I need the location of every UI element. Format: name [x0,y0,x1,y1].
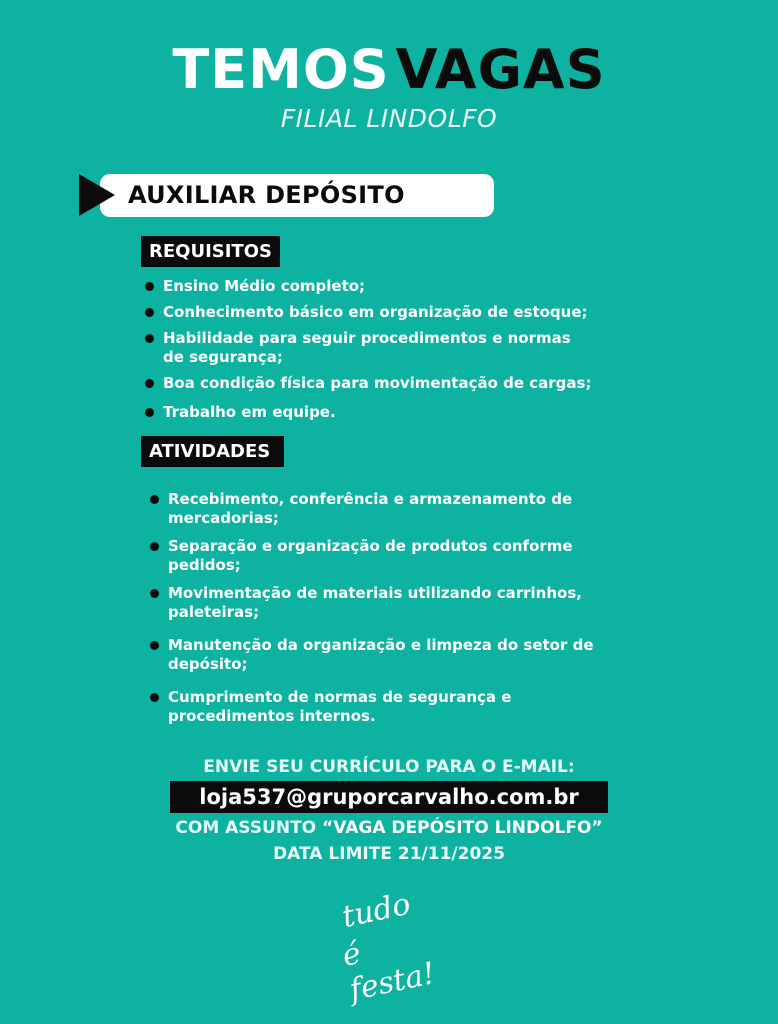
list-item: Cumprimento de normas de segurança e procedimentos internos. [148,688,568,726]
play-arrow-icon [79,174,115,216]
bullet-icon [150,641,159,650]
bullet-icon [150,589,159,598]
email-address[interactable]: loja537@gruporcarvalho.com.br [170,781,608,813]
list-item: Boa condição física para movimentação de cargas; [143,374,603,393]
logo-line-1: tudo [339,886,414,936]
activities-list [148,490,618,735]
bullet-icon [150,542,159,551]
requirements-list [143,277,603,429]
list-item: Manutenção da organização e limpeza do setor de depósito; [148,636,608,674]
page-title [0,40,778,100]
bullet-icon [150,693,159,702]
bullet-icon [145,308,154,317]
list-item: Habilidade para seguir procedimentos e normas de segurança; [143,329,583,367]
list-item: Conhecimento básico em organização de estoque; [143,303,603,322]
title-black: VAGAS [395,38,606,101]
title-white: TEMOS [172,38,390,101]
bullet-icon [145,408,154,417]
brand-logo [331,880,458,1009]
list-item: Separação e organização de produtos conforme pedidos; [148,537,608,575]
subject-prefix: COM ASSUNTO [175,818,317,838]
list-item: Ensino Médio completo; [143,277,603,296]
email-subject [0,818,778,838]
bullet-icon [145,379,154,388]
deadline: DATA LIMITE 21/11/2025 [273,844,505,864]
list-item: Trabalho em equipe. [143,403,603,422]
list-item: Recebimento, conferência e armazenamento de mercadorias; [148,490,608,528]
bullet-icon [145,282,154,291]
list-item: Movimentação de materiais utilizando carrinhos, paleteiras; [148,584,608,622]
bullet-icon [150,495,159,504]
position-title: AUXILIAR DEPÓSITO [128,181,405,209]
requirements-label: REQUISITOS [141,236,280,267]
activities-label: ATIVIDADES [141,436,284,467]
logo-line-2: é festa! [339,935,439,1009]
branch-subtitle: FILIAL LINDOLFO [280,104,498,133]
cta-text: ENVIE SEU CURRÍCULO PARA O E-MAIL: [203,757,575,777]
subject-text: “VAGA DEPÓSITO LINDOLFO” [322,818,603,838]
bullet-icon [145,334,154,343]
